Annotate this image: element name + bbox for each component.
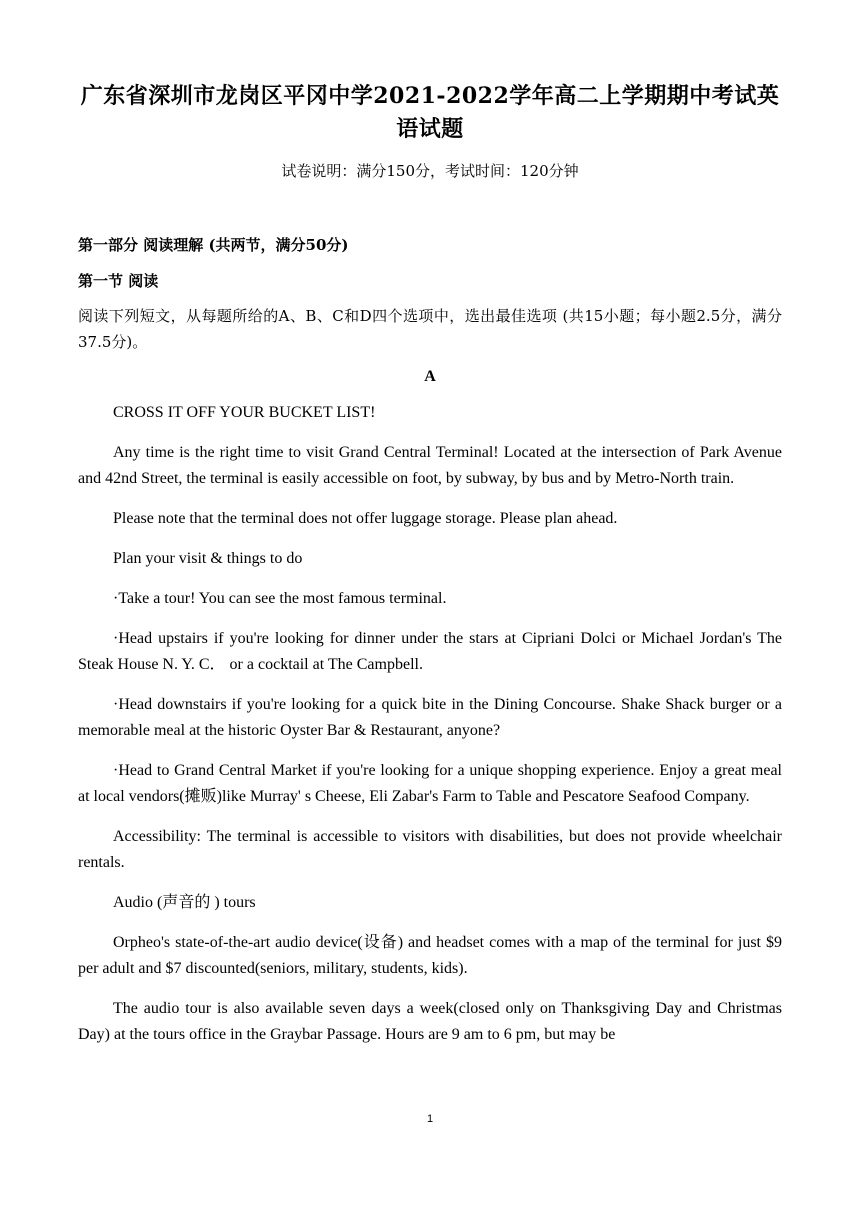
section-heading: 第一节 阅读 bbox=[78, 272, 159, 290]
passage-body bbox=[78, 400, 782, 1048]
passage-paragraph: Plan your visit & things to do bbox=[113, 550, 303, 567]
passage-letter: A bbox=[424, 368, 436, 385]
passage-paragraph: ·Head downstairs if you're looking for a quick bite in the Dining Concourse. Shake Shack burger or a memorable meal at the historic Oyster Bar & Restaurant, anyone? bbox=[78, 696, 782, 739]
document-page bbox=[78, 80, 782, 1048]
section-instruction: 阅读下列短文，从每题所给的A、B、C和D四个选项中，选出最佳选项 (共15小题；每小题2.5分，满分37.5分)。 bbox=[78, 307, 782, 351]
passage-paragraph: Accessibility: The terminal is accessible to visitors with disabilities, but does not provide wheelchair rentals. bbox=[78, 828, 782, 871]
passage-paragraph: ·Head to Grand Central Market if you're looking for a unique shopping experience. Enjoy a great meal at local vendors(摊贩)like Murray' s Cheese, Eli Zabar's Farm to Table and Pescatore Seafood Company. bbox=[78, 762, 782, 805]
part-heading: 第一部分 阅读理解 (共两节，满分50分) bbox=[78, 236, 349, 254]
passage-paragraph: ·Head upstairs if you're looking for dinner under the stars at Cipriani Dolci or Michael Jordan's The Steak House N. Y. C． or a cocktail at The Campbell. bbox=[78, 630, 782, 673]
passage-paragraph: ·Take a tour! You can see the most famous terminal. bbox=[113, 590, 447, 607]
passage-paragraph: Audio (声音的 ) tours bbox=[113, 894, 256, 911]
passage-paragraph: CROSS IT OFF YOUR BUCKET LIST! bbox=[113, 404, 376, 421]
exam-title: 广东省深圳市龙岗区平冈中学2021-2022学年高二上学期期中考试英语试题 bbox=[80, 83, 780, 142]
exam-instructions-summary: 试卷说明：满分150分，考试时间：120分钟 bbox=[281, 162, 579, 180]
passage-paragraph: The audio tour is also available seven days a week(closed only on Thanksgiving Day and Christmas Day) at the tours office in the Graybar Passage. Hours are 9 am to 6 pm, but may be bbox=[78, 1000, 782, 1043]
passage-paragraph: Please note that the terminal does not offer luggage storage. Please plan ahead. bbox=[113, 510, 618, 527]
passage-paragraph: Orpheo's state-of-the-art audio device(设备) and headset comes with a map of the terminal for just $9 per adult and $7 discounted(seniors, military, students, kids). bbox=[78, 934, 782, 977]
page-number: 1 bbox=[426, 1113, 434, 1125]
passage-paragraph: Any time is the right time to visit Grand Central Terminal! Located at the intersection of Park Avenue and 42nd Street, the terminal is easily accessible on foot, by subway, by bus and by Metro-North train. bbox=[78, 444, 782, 487]
